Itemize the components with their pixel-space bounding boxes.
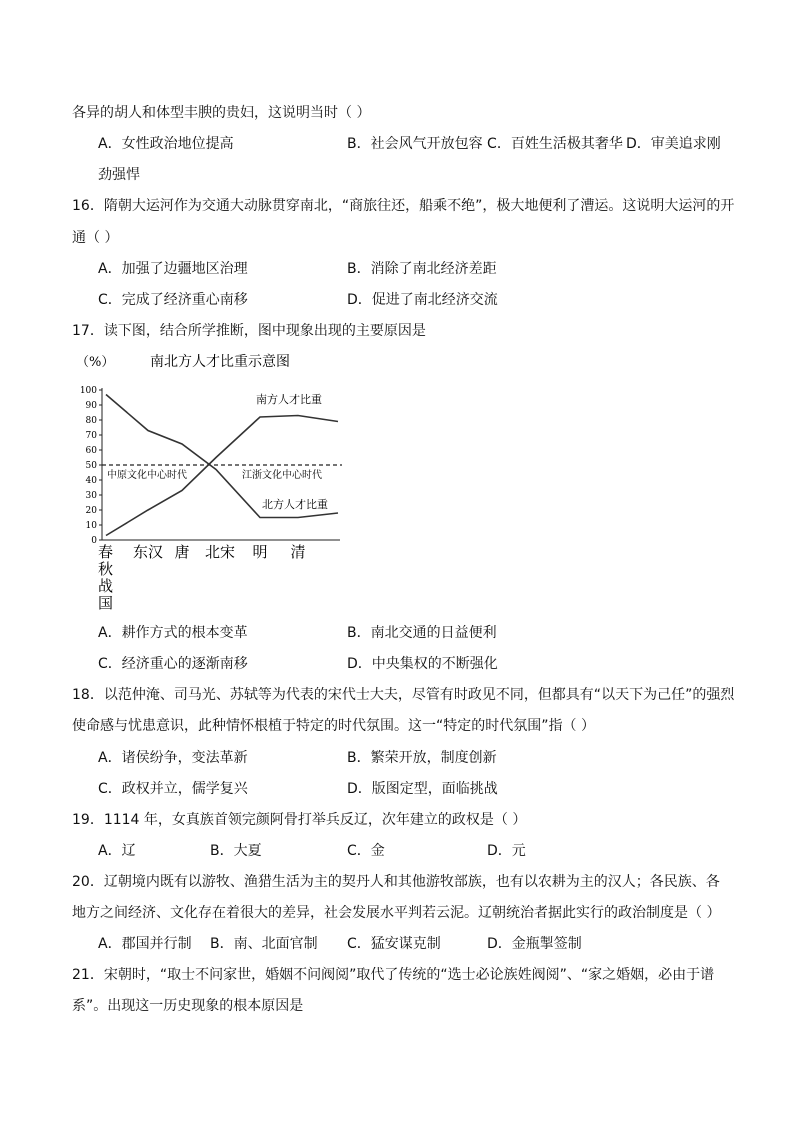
q16-option-d[interactable]: D．促进了南北经济交流 <box>347 292 498 308</box>
y-tick-label: 20 <box>85 506 97 516</box>
y-tick-label: 10 <box>85 521 97 531</box>
y-tick-label: 30 <box>85 491 97 501</box>
q19-option-c[interactable]: C．金 <box>347 843 385 859</box>
south-series-label: 南方人才比重 <box>256 393 322 406</box>
q20-option-a[interactable]: A．郡国并行制 <box>98 936 192 952</box>
q18-option-d[interactable]: D．版图定型，面临挑战 <box>347 781 498 797</box>
y-tick-label: 90 <box>85 401 97 411</box>
q18-option-c[interactable]: C．政权并立，儒学复兴 <box>98 781 248 797</box>
q17-stem: 17．读下图，结合所学推断，图中现象出现的主要原因是 <box>72 323 426 339</box>
q16-option-a[interactable]: A．加强了边疆地区治理 <box>98 261 248 277</box>
q20-option-d[interactable]: D．金瓶掣签制 <box>487 936 582 952</box>
x-tick-label: 明 <box>252 543 268 561</box>
y-tick-label: 0 <box>91 536 97 546</box>
q16-option-b[interactable]: B．消除了南北经济差距 <box>347 261 497 277</box>
q18-option-b[interactable]: B．繁荣开放，制度创新 <box>347 750 497 766</box>
q21-stem: 21．宋朝时，“取士不问家世，婚姻不问阀阅”取代了传统的“选士必论族姓阀阅”、“家之婚姻，必由于谱 <box>72 967 715 983</box>
x-tick-label: 东汉 <box>132 543 164 561</box>
q17-option-c[interactable]: C．经济重心的逐渐南移 <box>98 656 248 672</box>
q19-stem: 19．1114 年，女真族首领完颜阿骨打举兵反辽，次年建立的政权是（ ） <box>72 812 527 828</box>
q18-stem-continued: 使命感与忧患意识，此种情怀根植于特定的时代氛围。这一“特定的时代氛围”指（ ） <box>72 718 595 734</box>
chart-unit: （%） <box>76 355 115 370</box>
x-tick-label: 春秋战国 <box>98 543 114 610</box>
q16-option-c[interactable]: C．完成了经济重心南移 <box>98 292 248 308</box>
q16-stem: 16．隋朝大运河作为交通大动脉贯穿南北，“商旅往还，船乘不绝”，极大地便利了漕运。这说明大运河的开 <box>72 198 735 214</box>
q15-option-bc[interactable]: B．社会风气开放包容 C．百姓生活极其奢华 <box>347 136 623 152</box>
q19-option-a[interactable]: A．辽 <box>98 843 136 859</box>
q17-option-d[interactable]: D．中央集权的不断强化 <box>347 656 498 672</box>
y-tick-label: 70 <box>85 431 97 441</box>
q20-option-c[interactable]: C．猛安谋克制 <box>347 936 441 952</box>
q15-stem-tail: 各异的胡人和体型丰腴的贵妇，这说明当时（ ） <box>72 105 371 121</box>
q20-option-b[interactable]: B．南、北面官制 <box>210 936 318 952</box>
x-tick-label: 清 <box>290 543 306 561</box>
q19-option-b[interactable]: B．大夏 <box>210 843 262 859</box>
q21-stem-continued: 系”。出现这一历史现象的根本原因是 <box>72 998 304 1014</box>
jiangzhe-era-label: 江浙文化中心时代 <box>242 470 322 481</box>
q15-option-d-continued: 劲强悍 <box>98 167 140 183</box>
q15-option-d[interactable]: D．审美追求刚 <box>626 136 721 152</box>
q20-stem: 20．辽朝境内既有以游牧、渔猎生活为主的契丹人和其他游牧部族，也有以农耕为主的汉人；各民族、各 <box>72 874 720 890</box>
y-tick-label: 80 <box>85 416 97 426</box>
q17-option-b[interactable]: B．南北交通的日益便利 <box>347 625 497 641</box>
x-tick-label: 北宋 <box>204 543 236 561</box>
central-plains-era-label: 中原文化中心时代 <box>107 470 187 481</box>
north-series-label: 北方人才比重 <box>262 498 328 511</box>
y-tick-label: 50 <box>85 461 97 471</box>
q18-option-a[interactable]: A．诸侯纷争，变法革新 <box>98 750 248 766</box>
q15-option-a[interactable]: A．女性政治地位提高 <box>98 136 234 152</box>
y-tick-label: 60 <box>85 446 97 456</box>
q18-stem: 18．以范仲淹、司马光、苏轼等为代表的宋代士大夫，尽管有时政见不同，但都具有“以天下为己任”的强烈 <box>72 687 735 703</box>
chart-title: 南北方人才比重示意图 <box>150 354 290 370</box>
y-tick-label: 100 <box>79 386 97 396</box>
q16-stem-continued: 通（ ） <box>72 230 119 246</box>
q19-option-d[interactable]: D．元 <box>487 843 526 859</box>
q20-stem-continued: 地方之间经济、文化存在着很大的差异，社会发展水平判若云泥。辽朝统治者据此实行的政治制度是（ ） <box>72 905 721 921</box>
y-tick-label: 40 <box>85 476 97 486</box>
talent-ratio-chart <box>70 348 360 610</box>
q17-option-a[interactable]: A．耕作方式的根本变革 <box>98 625 248 641</box>
x-tick-label: 唐 <box>174 543 190 561</box>
